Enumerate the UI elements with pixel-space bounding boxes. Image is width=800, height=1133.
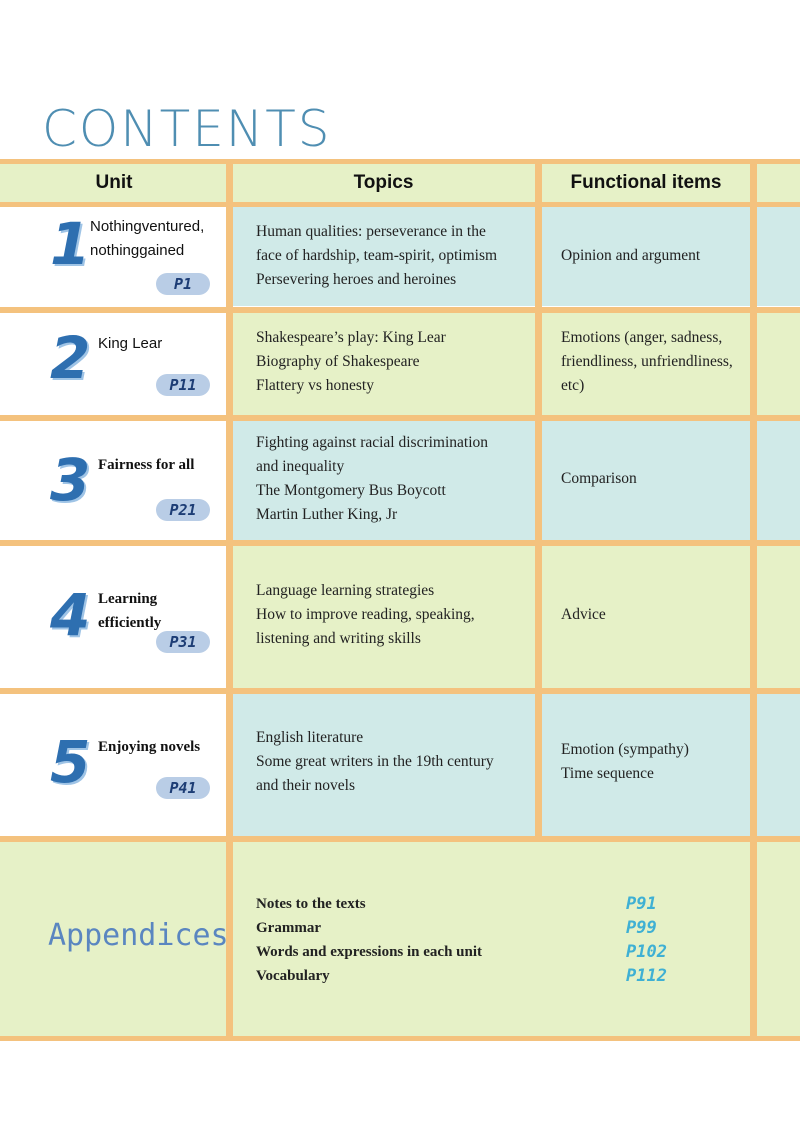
topic-item: face of hardship, team-spirit, optimism xyxy=(256,247,498,264)
unit-title-line: King Lear xyxy=(98,335,163,352)
topic-item: Martin Luther King, Jr xyxy=(256,506,398,523)
unit-number-3: 3 xyxy=(50,446,91,514)
unit-title-line: Enjoying novels xyxy=(98,739,201,755)
unit-number-4: 4 xyxy=(50,581,91,649)
unit-number-2: 2 xyxy=(50,324,91,392)
unit-title-2 xyxy=(98,332,162,356)
unit-page-badge-4[interactable]: P31 xyxy=(156,631,210,653)
unit-functional-5 xyxy=(561,738,689,786)
divider xyxy=(0,688,800,694)
topic-item: Flattery vs honesty xyxy=(256,377,374,394)
page-title: CONTENTS xyxy=(42,100,332,158)
divider xyxy=(0,1036,800,1041)
appendix-item[interactable]: Vocabulary xyxy=(256,968,330,984)
functional-item: Opinion and argument xyxy=(561,247,701,264)
appendix-page[interactable]: P91 xyxy=(626,894,657,914)
unit-functional-2 xyxy=(561,326,733,398)
topic-item: Persevering heroes and heroines xyxy=(256,271,457,288)
topic-item: Some great writers in the 19th century xyxy=(256,753,494,770)
unit-title-line: Fairness for all xyxy=(98,457,195,473)
appendices-pages xyxy=(626,892,667,988)
appendix-page[interactable]: P99 xyxy=(626,918,657,938)
functional-item: Advice xyxy=(561,606,606,623)
divider xyxy=(0,415,800,421)
divider xyxy=(0,202,800,207)
topic-item: listening and writing skills xyxy=(256,630,421,647)
unit-topics-5 xyxy=(256,726,494,798)
unit-functional-4 xyxy=(561,603,606,627)
functional-item: Emotion (sympathy) xyxy=(561,741,689,758)
unit-title-line: Nothingventured, xyxy=(90,218,205,235)
header-functional-items: Functional items xyxy=(570,172,722,193)
divider xyxy=(0,540,800,546)
topic-item: English literature xyxy=(256,729,364,746)
unit-page-badge-1[interactable]: P1 xyxy=(156,273,210,295)
unit-title-line: efficiently xyxy=(98,615,162,631)
column-divider xyxy=(226,159,233,1041)
topic-item: and their novels xyxy=(256,777,356,794)
topic-item: Shakespeare’s play: King Lear xyxy=(256,329,446,346)
unit-topics-2 xyxy=(256,326,446,398)
topic-item: Biography of Shakespeare xyxy=(256,353,420,370)
topic-item: and inequality xyxy=(256,458,345,475)
unit-topics-1 xyxy=(256,220,497,292)
functional-item: Time sequence xyxy=(561,765,654,782)
unit-title-1 xyxy=(90,215,204,263)
unit-topics-4 xyxy=(256,579,475,651)
unit-functional-1 xyxy=(561,244,700,268)
unit-title-5 xyxy=(98,735,200,759)
unit-title-line: nothinggained xyxy=(90,242,185,259)
appendix-item[interactable]: Grammar xyxy=(256,920,321,936)
unit-topics-3 xyxy=(256,431,488,527)
appendix-item[interactable]: Words and expressions in each unit xyxy=(256,944,483,960)
column-divider xyxy=(535,159,542,841)
unit-functional-3 xyxy=(561,467,637,491)
row-2-unit-bg xyxy=(0,313,230,415)
header-unit: Unit xyxy=(95,172,133,193)
appendix-page[interactable]: P112 xyxy=(626,966,667,986)
divider xyxy=(0,307,800,313)
divider xyxy=(0,836,800,842)
unit-page-badge-3[interactable]: P21 xyxy=(156,499,210,521)
functional-item: Emotions (anger, sadness, xyxy=(561,329,723,346)
column-divider xyxy=(750,159,757,1041)
appendices-title: Appendices xyxy=(48,918,229,953)
row-5-unit-bg xyxy=(0,694,230,836)
unit-title-3 xyxy=(98,453,194,477)
topic-item: Language learning strategies xyxy=(256,582,435,599)
unit-title-4 xyxy=(98,587,161,635)
functional-item: friendliness, unfriendliness, xyxy=(561,353,733,370)
unit-page-badge-2[interactable]: P11 xyxy=(156,374,210,396)
topic-item: Human qualities: perseverance in the xyxy=(256,223,486,240)
appendix-page[interactable]: P102 xyxy=(626,942,667,962)
unit-page-badge-5[interactable]: P41 xyxy=(156,777,210,799)
functional-item: etc) xyxy=(561,377,585,394)
topic-item: Fighting against racial discrimination xyxy=(256,434,489,451)
topic-item: How to improve reading, speaking, xyxy=(256,606,475,623)
unit-title-line: Learning xyxy=(98,591,158,607)
appendices-list xyxy=(256,892,482,988)
divider xyxy=(0,159,800,164)
topic-item: The Montgomery Bus Boycott xyxy=(256,482,446,499)
appendix-item[interactable]: Notes to the texts xyxy=(256,896,366,912)
row-3-unit-bg xyxy=(0,421,230,541)
unit-number-5: 5 xyxy=(50,728,91,796)
unit-number-1: 1 xyxy=(50,210,91,278)
functional-item: Comparison xyxy=(561,470,637,487)
header-topics: Topics xyxy=(353,172,414,193)
